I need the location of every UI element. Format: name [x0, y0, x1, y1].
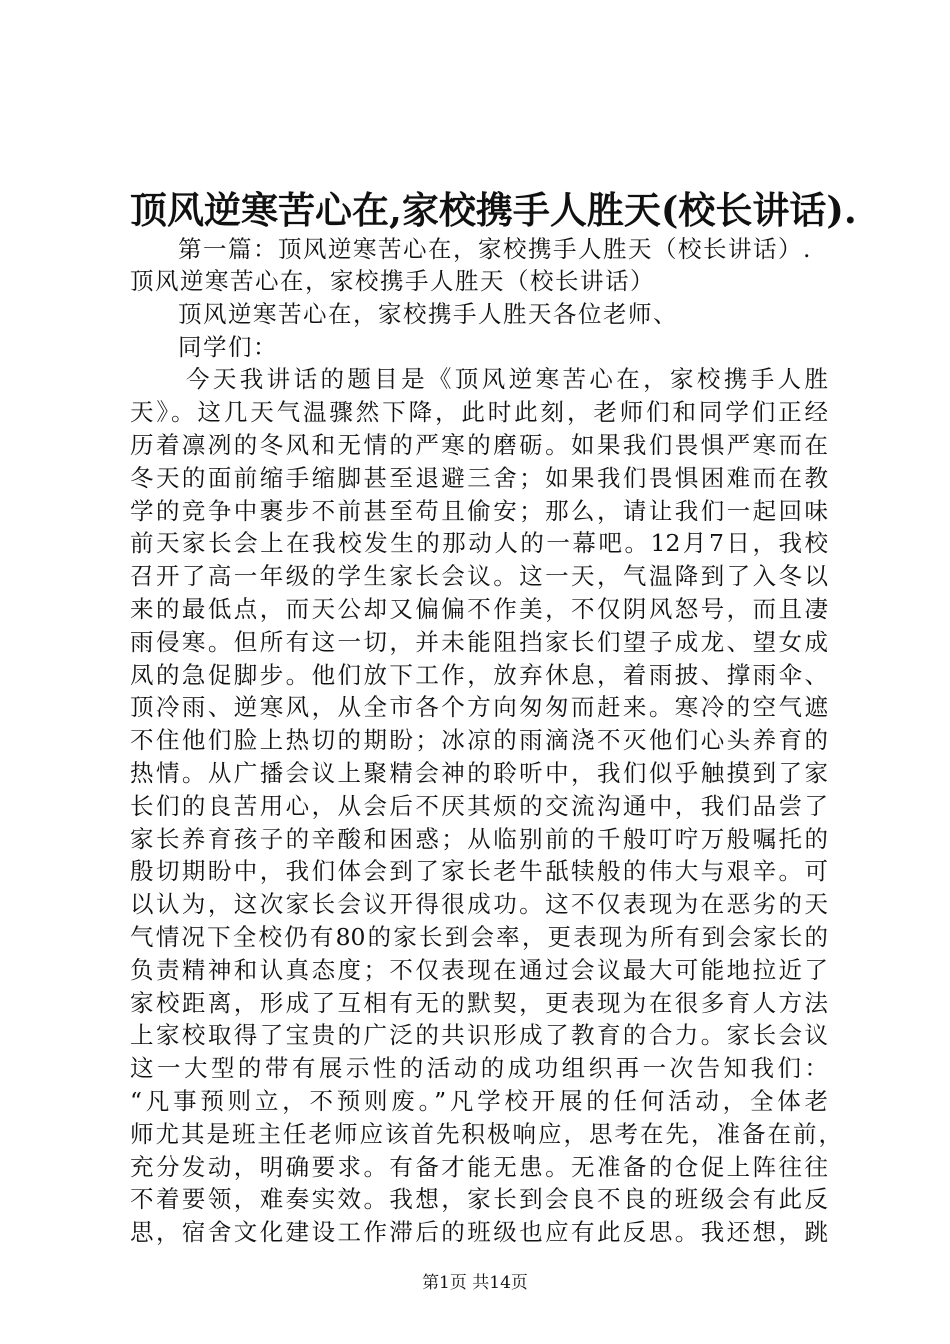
- body-line: 不住他们脸上热切的期盼；冰凉的雨滴浇不灭他们心头养育的: [130, 726, 828, 754]
- body-line: “凡事预则立，不预则废。”凡学校开展的任何活动，全体老: [130, 1087, 828, 1115]
- body-line: 来的最低点，而天公却又偏偏不作美，不仅阴风怒号，而且凄: [130, 595, 828, 623]
- body-line: 天》。这几天气温骤然下降，此时此刻，老师们和同学们正经: [130, 398, 828, 426]
- body-line: 以认为，这次家长会议开得很成功。这不仅表现为在恶劣的天: [130, 890, 828, 918]
- body-line: 顶风逆寒苦心在，家校携手人胜天各位老师、: [178, 300, 678, 328]
- body-line: 长们的良苦用心，从会后不厌其烦的交流沟通中，我们品尝了: [130, 792, 828, 820]
- body-line: 不着要领，难奏实效。我想，家长到会良不良的班级会有此反: [130, 1185, 828, 1213]
- body-line: 充分发动，明确要求。有备才能无患。无准备的仓促上阵往往: [130, 1153, 828, 1181]
- body-line: 这一大型的带有展示性的活动的成功组织再一次告知我们：: [130, 1054, 828, 1082]
- body-line: 召开了高一年级的学生家长会议。这一天，气温降到了入冬以: [130, 562, 828, 590]
- body-line: 顶冷雨、逆寒风，从全市各个方向匆匆而赶来。寒冷的空气遮: [130, 693, 828, 721]
- body-line: 热情。从广播会议上聚精会神的聆听中，我们似乎触摸到了家: [130, 759, 828, 787]
- body-line: 历着凛冽的冬风和无情的严寒的磨砺。如果我们畏惧严寒而在: [130, 431, 828, 459]
- body-line: 前天家长会上在我校发生的那动人的一幕吧。12月7日，我校: [130, 529, 828, 557]
- body-line: 同学们：: [178, 333, 278, 361]
- document-title: 顶风逆寒苦心在,家校携手人胜天(校长讲话).: [130, 188, 857, 232]
- body-line: 学的竞争中裹步不前甚至苟且偷安；那么，请让我们一起回味: [130, 497, 828, 525]
- body-line: 上家校取得了宝贵的广泛的共识形成了教育的合力。家长会议: [130, 1021, 828, 1049]
- body-line: 师尤其是班主任老师应该首先积极响应，思考在先，准备在前，: [130, 1120, 842, 1148]
- body-line: 顶风逆寒苦心在，家校携手人胜天（校长讲话）: [130, 267, 655, 295]
- body-line: 第一篇：顶风逆寒苦心在，家校携手人胜天（校长讲话）.: [178, 235, 812, 263]
- body-line: 气情况下全校仍有80的家长到会率，更表现为所有到会家长的: [130, 923, 828, 951]
- body-line: 家校距离，形成了互相有无的默契，更表现为在很多育人方法: [130, 989, 828, 1017]
- body-line: 负责精神和认真态度；不仅表现在通过会议最大可能地拉近了: [130, 956, 828, 984]
- body-line: 雨侵寒。但所有这一切，并未能阻挡家长们望子成龙、望女成: [130, 628, 828, 656]
- body-line: 殷切期盼中，我们体会到了家长老牛舐犊般的伟大与艰辛。可: [130, 857, 828, 885]
- page-number: 第1页 共14页: [422, 1273, 528, 1293]
- body-line: 冬天的面前缩手缩脚甚至退避三舍；如果我们畏惧困难而在教: [130, 464, 828, 492]
- body-line: 家长养育孩子的辛酸和困惑；从临别前的千般叮咛万般嘱托的: [130, 825, 828, 853]
- body-line: 今天我讲话的题目是《顶风逆寒苦心在，家校携手人胜: [186, 365, 828, 393]
- body-line: 思，宿舍文化建设工作滞后的班级也应有此反思。我还想，跳: [130, 1218, 828, 1246]
- body-line: 凤的急促脚步。他们放下工作，放弃休息，着雨披、撑雨伞、: [130, 661, 828, 689]
